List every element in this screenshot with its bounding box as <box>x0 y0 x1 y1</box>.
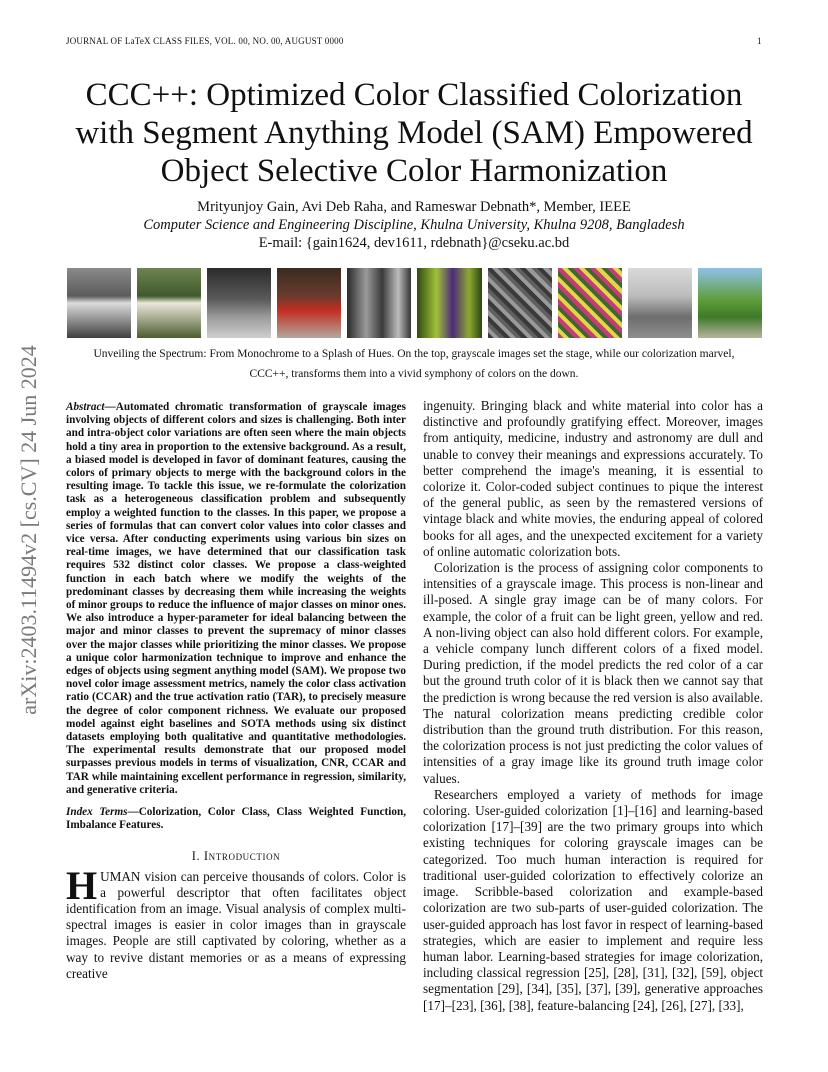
title-line: Object Selective Color Harmonization <box>160 153 668 189</box>
intro-text: vision can perceive thousands of colors. Color is a powerful descriptor that often facilitates object identification from an image. Visual analysis of complex multi-spectral images is easier in color images than in grayscale images. People are still captivated by coloring, whether as a way to revive distant memories or as a means of expressing creative <box>66 868 406 981</box>
paper-title <box>66 76 762 190</box>
arxiv-stamp-text: arXiv:2403.11494v2 [cs.CV] 24 Jun 2024 <box>16 345 41 715</box>
teaser-figure <box>67 268 762 338</box>
teaser-image-gray-park <box>628 268 692 338</box>
intro-paragraph <box>66 862 406 982</box>
right-column <box>423 398 763 1014</box>
authors: Mrityunjoy Gain, Avi Deb Raha, and Rameswar Debnath*, Member, IEEE <box>197 199 631 215</box>
teaser-image-gray-flower <box>347 268 411 338</box>
intro-first-word: UMAN <box>100 868 141 884</box>
page-number: 1 <box>757 36 762 46</box>
teaser-image-color-cow <box>137 268 201 338</box>
teaser-caption: Unveiling the Spectrum: From Monochrome to a Splash of Hues. On the top, grayscale images set the stage, while our colorization marvel, CCC++, transforms them into a vivid symphony of colors on the down. <box>93 348 735 380</box>
body-paragraph: Researchers employed a variety of methods for image coloring. User-guided colorization [1]–[16] and learning-based colorization [17]–[39] are the two primary groups into which existing techniques for coloring grayscale images can be categorized. Too much human interaction is required for traditional user-guided colorization to effectively colorize an image. Scribble-based colorization and example-based colorization are two sub-parts of user-guided colorization. The user-guided approach has lost favor in respect of learning-based strategies, which are easier to implement and require less human labor. Learning-based strategies for image colorization, including classical regression [25], [28], [31], [32], [59], object segmentation [29], [34], [35], [37], [39], generative approaches [17]–[23], [36], [38], feature-balancing [24], [26], [27], [33], <box>423 786 763 1013</box>
index-terms <box>66 806 406 832</box>
teaser-image-color-garden <box>558 268 622 338</box>
teaser-image-color-car <box>277 268 341 338</box>
index-terms-label: Index Terms <box>66 806 128 819</box>
teaser-image-gray-garden <box>488 268 552 338</box>
teaser-image-gray-car <box>207 268 271 338</box>
abstract-text: —Automated chromatic transformation of grayscale images involving objects of different colors and sizes is challenging. Both inter and intra-object color variations are often seen where the main objects hold a tiny area in proportion to the extensive background. As a result, a biased model is developed in favor of dominant features, causing the colors of primary objects to merge with the background colors in the resulting image. To tackle this issue, we re-formulate the colorization task as a heterogeneous classification problem and subsequently employ a weighted function to the classes. In this paper, we propose a series of formulas that can convert color values into color classes and vice versa. After conducting experiments using various bin sizes on real-time images, we have determined that our classification task requires 532 distinct color classes. We propose a class-weighted function in each batch where we modify the weights of the predominant classes by decreasing them while increasing the weights of minor groups to reduce the influence of major classes on minor ones. We also introduce a hyper-parameter for ideal balancing between the major and minor classes to prevent the supremacy of minor classes over the major classes while prioritizing the minor classes. We propose a unique color harmonization technique to improve and enhance the edges of objects using segment anything model (SAM). We propose two novel color image assessment metrics, namely the color class activation ratio (CCAR) and the true activation ratio (TAR), to precisely measure the degree of color component richness. We evaluate our proposed model against eight baselines and SOTA methods using six distinct datasets employing both qualitative and quantitative methodologies. The experimental results demonstrate that our proposed model surpasses previous models in terms of visualization, CNR, CCAR and TAR while maintaining excellent performance in regression, similarity, and generative criteria. <box>66 401 406 796</box>
abstract <box>66 401 406 797</box>
running-head: JOURNAL OF LaTeX CLASS FILES, VOL. 00, NO. 00, AUGUST 0000 <box>66 36 344 46</box>
section-heading: I. Introduction <box>191 848 281 863</box>
title-line: with Segment Anything Model (SAM) Empowered <box>75 115 753 151</box>
abstract-label: Abstract <box>66 401 105 413</box>
index-terms-text: —Colorization, Color Class, Class Weighted Function, Imbalance Features. <box>66 806 406 832</box>
teaser-image-gray-cow <box>67 268 131 338</box>
body-paragraph: Colorization is the process of assigning color components to intensities of a grayscale image. This process is non-linear and ill-posed. A single gray image can be of many colors. For example, the color of a fruit can be light green, yellow and red. A non-living object can also hold different colors. For example, a vehicle company lunch different colors of a fixed model. During prediction, if the model predicts the red color of a car but the ground truth color of it is black then we cannot say that the prediction is wrong because the red version is also available. The natural colorization means predicting credible color distribution than the ground truth distribution. For this reason, the colorization process is not just predicting the color values of intensities of a gray image like its ground truth image color values. <box>423 560 763 786</box>
affiliation: Computer Science and Engineering Discipline, Khulna University, Khulna 9208, Bangladesh <box>143 217 685 233</box>
drop-cap: H <box>66 862 98 908</box>
email: E-mail: {gain1624, dev1611, rdebnath}@cseku.ac.bd <box>258 235 570 251</box>
teaser-image-color-park <box>698 268 762 338</box>
left-column <box>66 401 406 982</box>
teaser-image-color-flower <box>417 268 481 338</box>
arxiv-stamp <box>11 290 47 770</box>
title-line: CCC++: Optimized Color Classified Colorization <box>85 77 743 113</box>
body-paragraph: ingenuity. Bringing black and white material into color has a distinctive and profoundly gratifying effect. Moreover, images from antiquity, medicine, industry and astronomy are dull and unable to convey their meanings and expressions accurately. To better comprehend the image's meaning, it is essential to colorize it. Color-coded subject continues to pique the interest of the general public, as seen by the remastered versions of vintage black and white movies, the enduring appeal of colored books for all ages, and the unexpected excitement for a variety of online automatic colorization bots. <box>423 398 763 559</box>
